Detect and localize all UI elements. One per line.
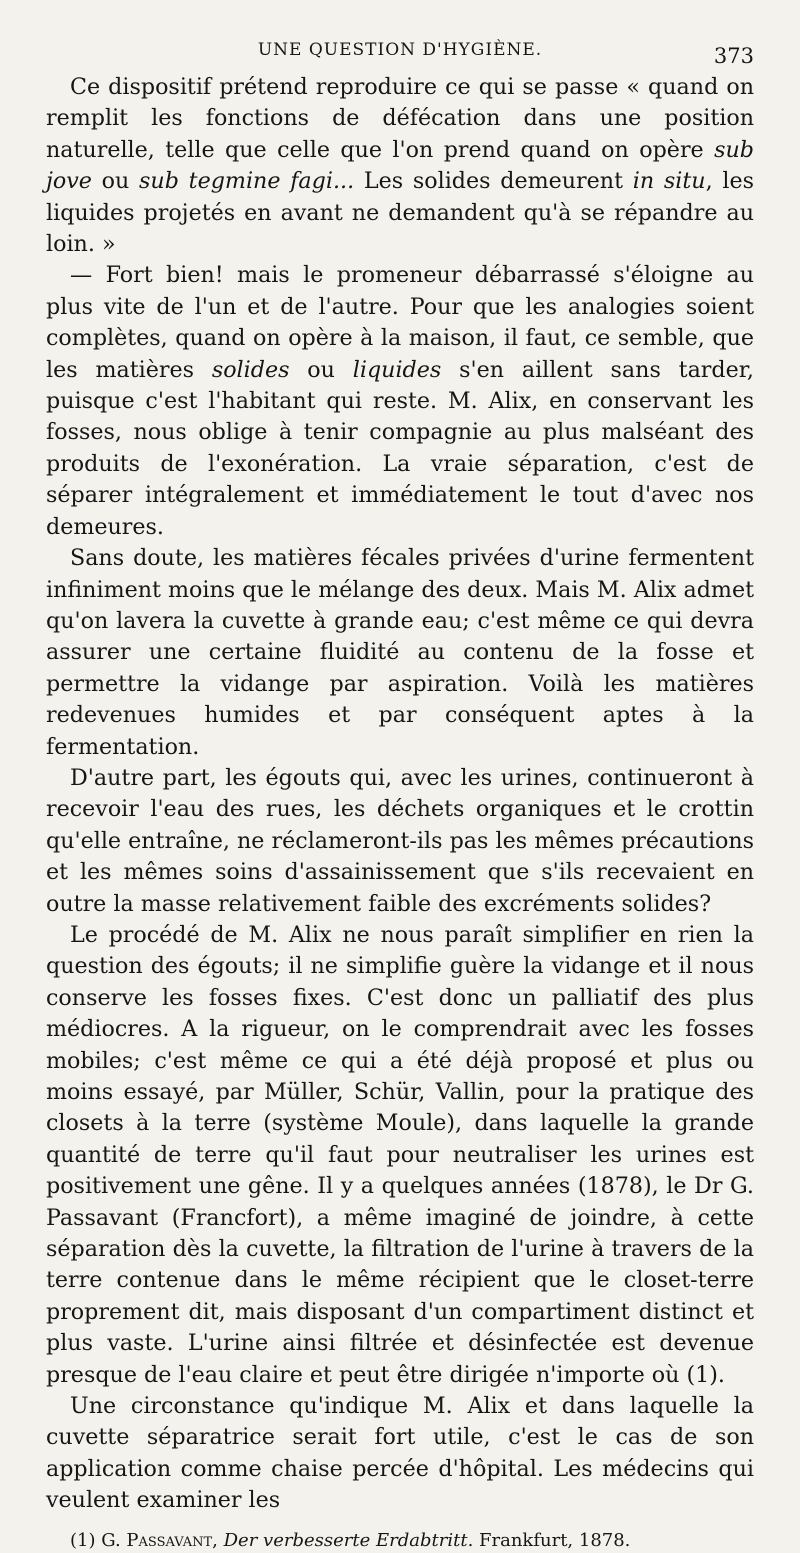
italic-text: in situ — [632, 168, 706, 195]
text-run: , — [212, 1529, 224, 1551]
text-run: Ce dispositif prétend reproduire ce qui se passe « quand on remplit les fonctions de défécation dans une position naturelle, telle que celle que l'on prend quand on opère — [46, 74, 754, 163]
text-run: ou — [289, 356, 353, 383]
footnote — [70, 1529, 754, 1553]
text-run: Sans doute, les matières fécales privées d'urine fermentent infiniment moins que le mélange des deux. Mais M. Alix admet qu'on lavera la cuvette à grande eau; c'est même ce qui devra assurer une certaine fluidité au contenu de la fosse et permettre la vidange par aspiration. Voilà les matières redevenues humides et par conséquent aptes à la fermentation. — [46, 545, 754, 760]
paragraph — [46, 260, 754, 543]
paragraph — [46, 543, 754, 763]
page-header — [46, 30, 754, 72]
text-run: ou — [91, 168, 140, 195]
paragraph — [46, 920, 754, 1391]
small-caps-text: Passavant — [126, 1529, 213, 1551]
paragraph — [46, 1391, 754, 1517]
page-number: 373 — [713, 44, 754, 68]
text-run: — Fort bien! mais le promeneur débarrassé s'éloigne au plus vite de l'un et de l'autre. Pour que les analogies soient complètes, quand on opère à la maison, il faut, ce semble, que les matières — [46, 262, 754, 383]
text-run: Les solides demeurent — [354, 168, 633, 195]
text-run: (1) G. — [70, 1529, 127, 1551]
italic-text: Der verbesserte Erdabtritt — [223, 1529, 468, 1551]
paragraph — [46, 72, 754, 260]
text-run: s'en aillent sans tarder, puisque c'est l'habitant qui reste. M. Alix, en conservant les fosses, nous oblige à tenir compagnie au plus malséant des produits de l'exonération. La vraie séparation, c'est de séparer intégralement et immédiatement le tout d'avec nos demeures. — [46, 356, 754, 540]
text-run: D'autre part, les égouts qui, avec les urines, continueront à recevoir l'eau des rues, les déchets organiques et le crottin qu'elle entraîne, ne réclameront-ils pas les mêmes précautions et les mêmes soins d'assainissement que s'ils recevaient en outre la masse relativement faible des excréments solides? — [46, 764, 754, 917]
italic-text: liquides — [352, 356, 442, 383]
italic-text: solides — [211, 356, 290, 383]
italic-text: sub jove — [46, 136, 754, 195]
body-text — [46, 72, 754, 1517]
running-title: UNE QUESTION D'HYGIÈNE. — [257, 40, 543, 60]
text-run: Le procédé de M. Alix ne nous paraît simplifier en rien la question des égouts; il ne simplifie guère la vidange et il nous conserve les fosses fixes. C'est donc un palliatif des plus médiocres. A la rigueur, on le comprendrait avec les fosses mobiles; c'est même ce qui a été déjà proposé et plus ou moins essayé, par Müller, Schür, Vallin, pour la pratique des closets à la terre (système Moule), dans laquelle la grande quantité de terre qu'il faut pour neutraliser les urines est positivement une gêne. Il y a quelques années (1878), le Dr G. Passavant (Francfort), a même imaginé de joindre, à cette séparation dès la cuvette, la filtration de l'urine à travers de la terre contenue dans le même récipient que le closet-terre proprement dit, mais disposant d'un compartiment distinct et plus vaste. L'urine ainsi filtrée et désinfectée est devenue presque de l'eau claire et peut être dirigée n'importe où (1). — [46, 921, 754, 1388]
text-run: Une circonstance qu'indique M. Alix et dans laquelle la cuvette séparatrice serait fort utile, c'est le cas de son application comme chaise percée d'hôpital. Les médecins qui veulent examiner les — [46, 1393, 754, 1514]
text-run: , les liquides projetés en avant ne demandent qu'à se répandre au loin. » — [46, 168, 754, 258]
italic-text: sub tegmine fagi... — [139, 168, 355, 195]
text-run: . Frankfurt, 1878. — [467, 1529, 631, 1551]
paragraph — [46, 763, 754, 920]
